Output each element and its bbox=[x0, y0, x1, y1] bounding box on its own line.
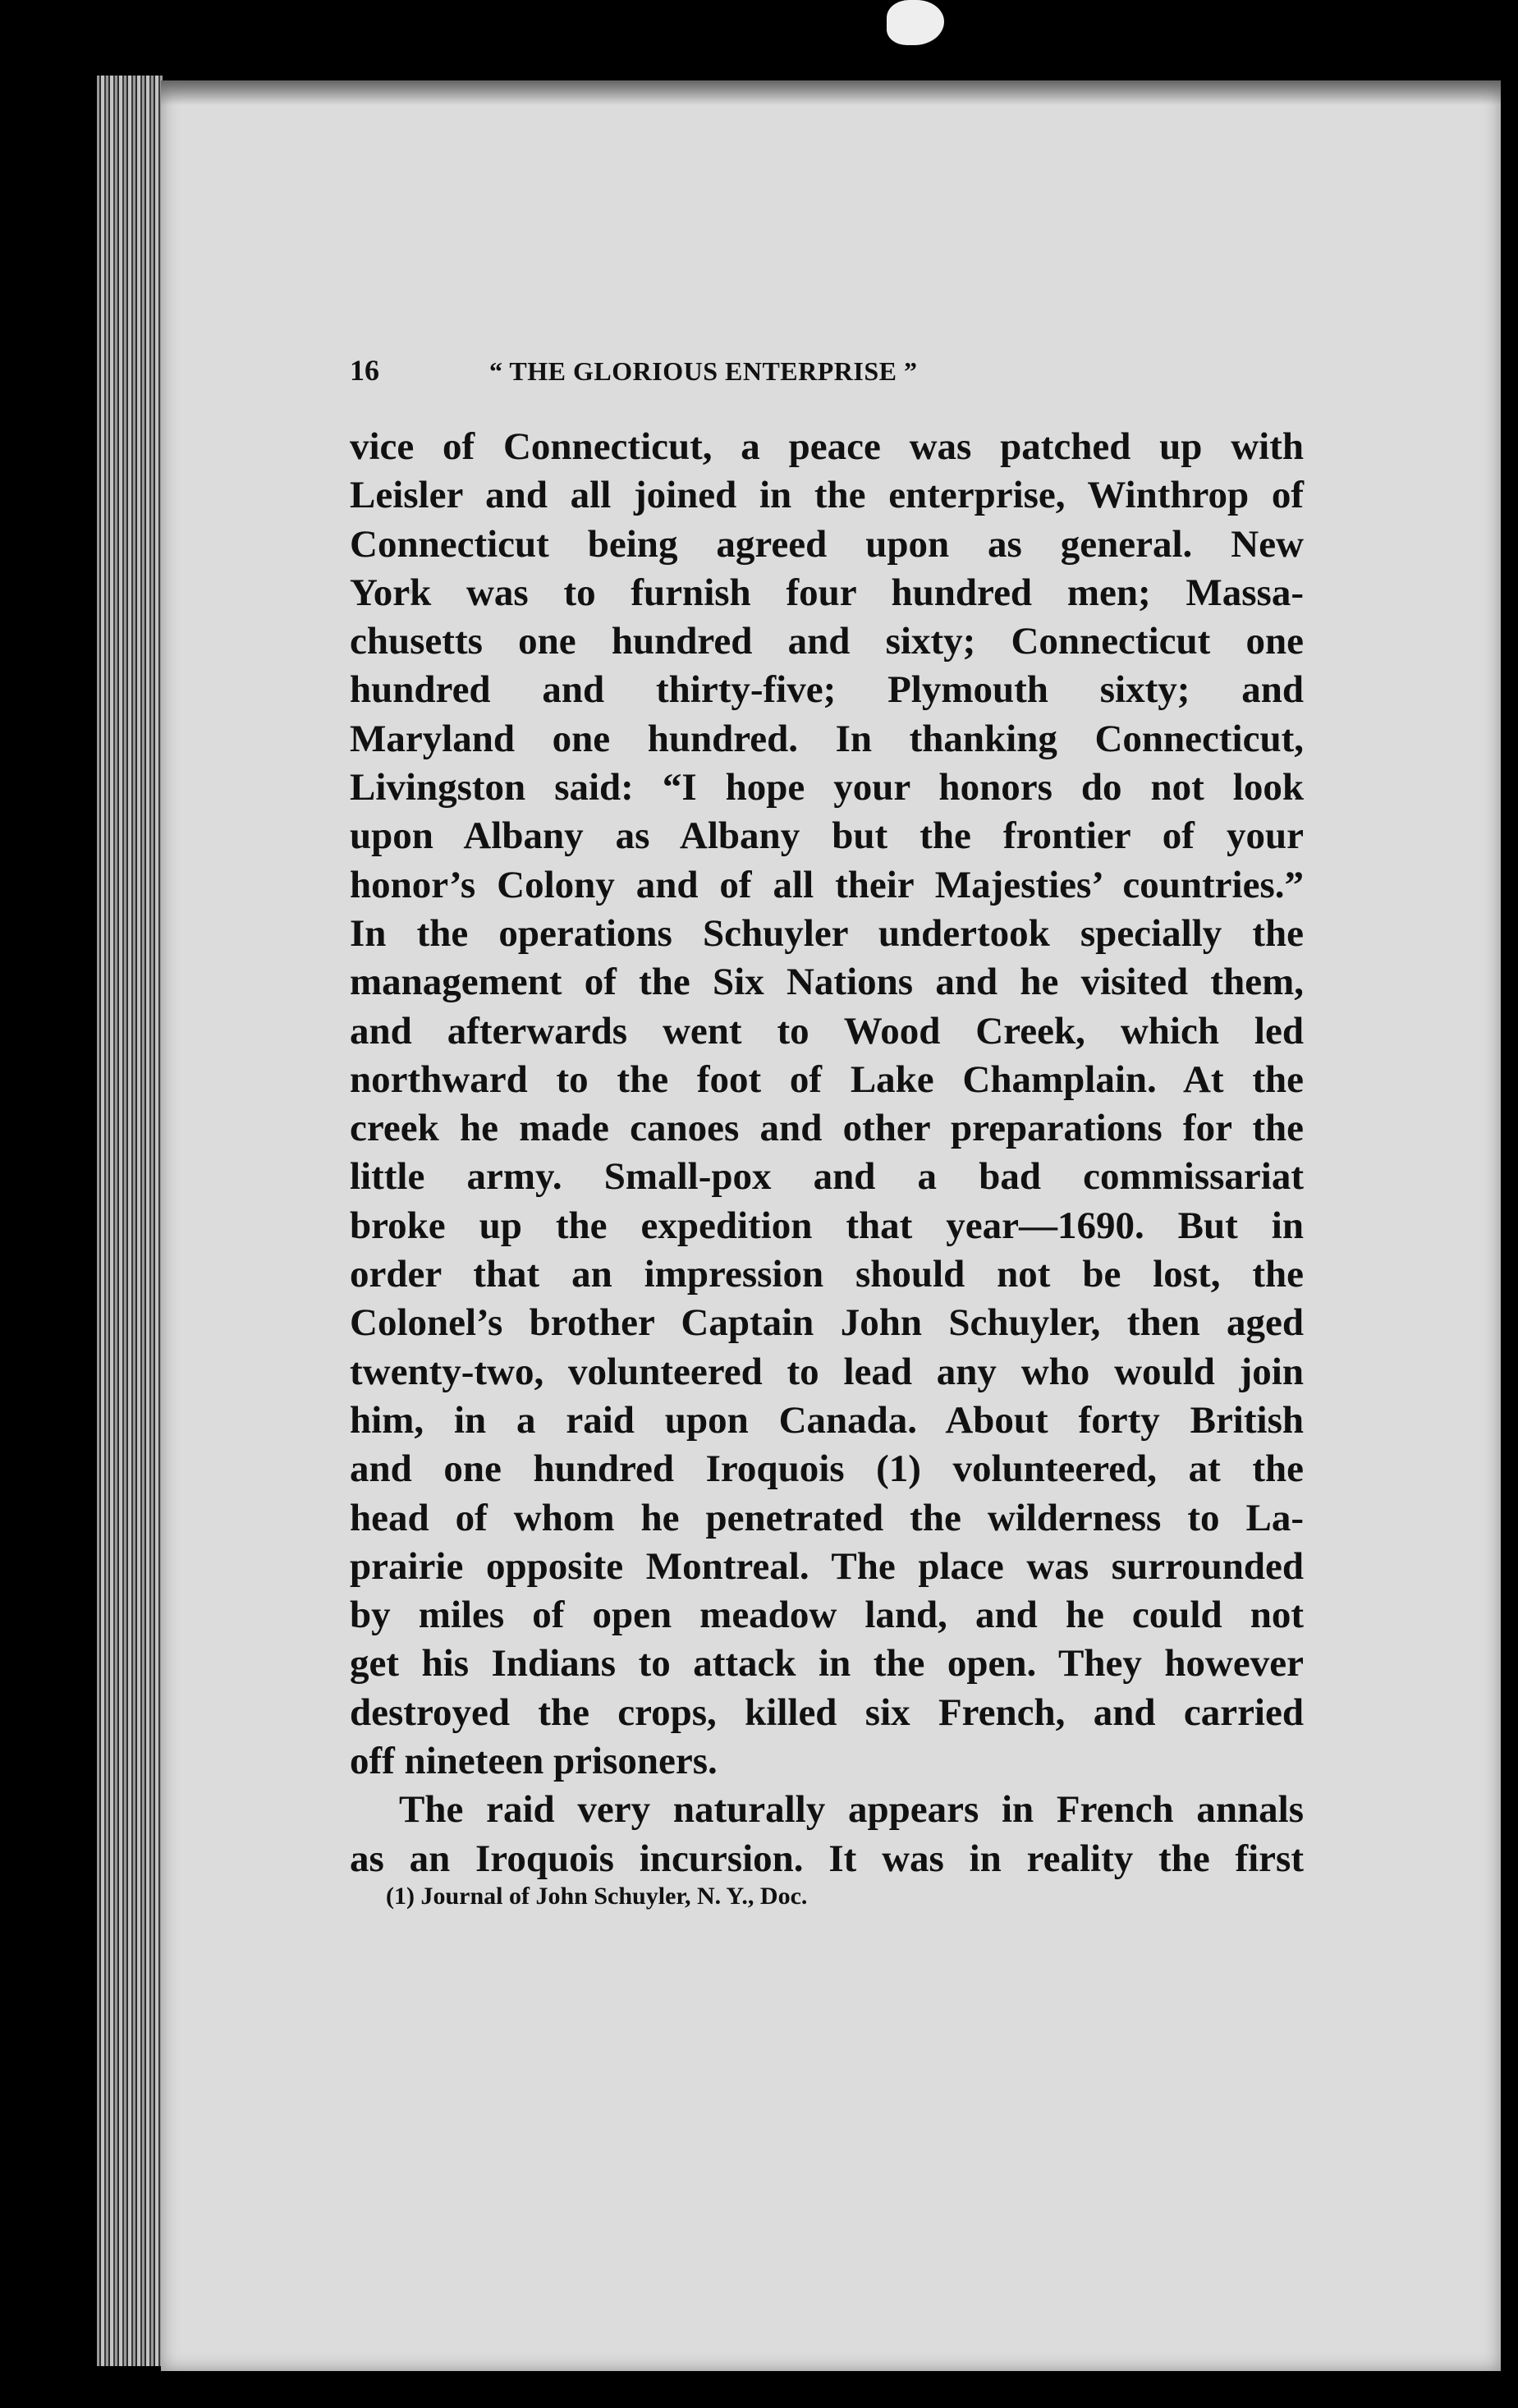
text-line: by miles of open meadow land, and he could not bbox=[350, 1594, 1304, 1637]
text-line: hundred and thirty-five; Plymouth sixty; and bbox=[350, 668, 1304, 712]
text-line: head of whom he penetrated the wilderness to La- bbox=[350, 1496, 1304, 1539]
text-line: chusetts one hundred and sixty; Connecticut one bbox=[350, 620, 1304, 663]
page-header bbox=[350, 353, 1302, 402]
text-line: York was to furnish four hundred men; Massa- bbox=[350, 571, 1304, 614]
text-line: little army. Small-pox and a bad commissariat bbox=[350, 1155, 1304, 1199]
text-line: creek he made canoes and other preparations for the bbox=[350, 1107, 1304, 1150]
text-line: upon Albany as Albany but the frontier of your bbox=[350, 814, 1304, 858]
page-number: 16 bbox=[350, 354, 379, 387]
text-line: The raid very naturally appears in French annals bbox=[399, 1788, 1304, 1832]
text-line: off nineteen prisoners. bbox=[350, 1740, 718, 1783]
text-line: Livingston said: “I hope your honors do not look bbox=[350, 766, 1304, 810]
text-line: vice of Connecticut, a peace was patched up with bbox=[350, 425, 1304, 468]
footnote: (1) Journal of John Schuyler, N. Y., Doc. bbox=[386, 1883, 808, 1910]
text-line: prairie opposite Montreal. The place was surrounded bbox=[350, 1544, 1304, 1588]
text-line: management of the Six Nations and he visited them, bbox=[350, 961, 1304, 1004]
text-line: Colonel’s brother Captain John Schuyler, then aged bbox=[350, 1301, 1304, 1345]
scan-artifact bbox=[887, 0, 944, 45]
text-line: Leisler and all joined in the enterprise, Winthrop of bbox=[350, 474, 1304, 517]
text-line: and one hundred Iroquois (1) volunteered, at the bbox=[350, 1447, 1304, 1491]
text-line: get his Indians to attack in the open. They however bbox=[350, 1642, 1304, 1686]
body-text bbox=[350, 423, 1304, 1883]
text-line: and afterwards went to Wood Creek, which led bbox=[350, 1009, 1304, 1053]
text-line: him, in a raid upon Canada. About forty British bbox=[350, 1398, 1304, 1442]
running-title: “ THE GLORIOUS ENTERPRISE ” bbox=[489, 356, 918, 386]
text-line: honor’s Colony and of all their Majesties’ countries.” bbox=[350, 863, 1304, 906]
page-shadow bbox=[161, 80, 1501, 105]
text-line: In the operations Schuyler undertook specially the bbox=[350, 911, 1304, 955]
text-line: northward to the foot of Lake Champlain. At the bbox=[350, 1057, 1304, 1101]
page-edges bbox=[97, 76, 163, 2366]
text-line: order that an impression should not be lost, the bbox=[350, 1253, 1304, 1296]
text-line: as an Iroquois incursion. It was in reality the first bbox=[350, 1837, 1304, 1880]
text-line: broke up the expedition that year—1690. But in bbox=[350, 1204, 1304, 1247]
text-line: destroyed the crops, killed six French, and carried bbox=[350, 1690, 1304, 1734]
text-line: Connecticut being agreed upon as general. New bbox=[350, 522, 1304, 566]
text-line: twenty-two, volunteered to lead any who would join bbox=[350, 1350, 1304, 1393]
text-line: Maryland one hundred. In thanking Connecticut, bbox=[350, 717, 1304, 760]
